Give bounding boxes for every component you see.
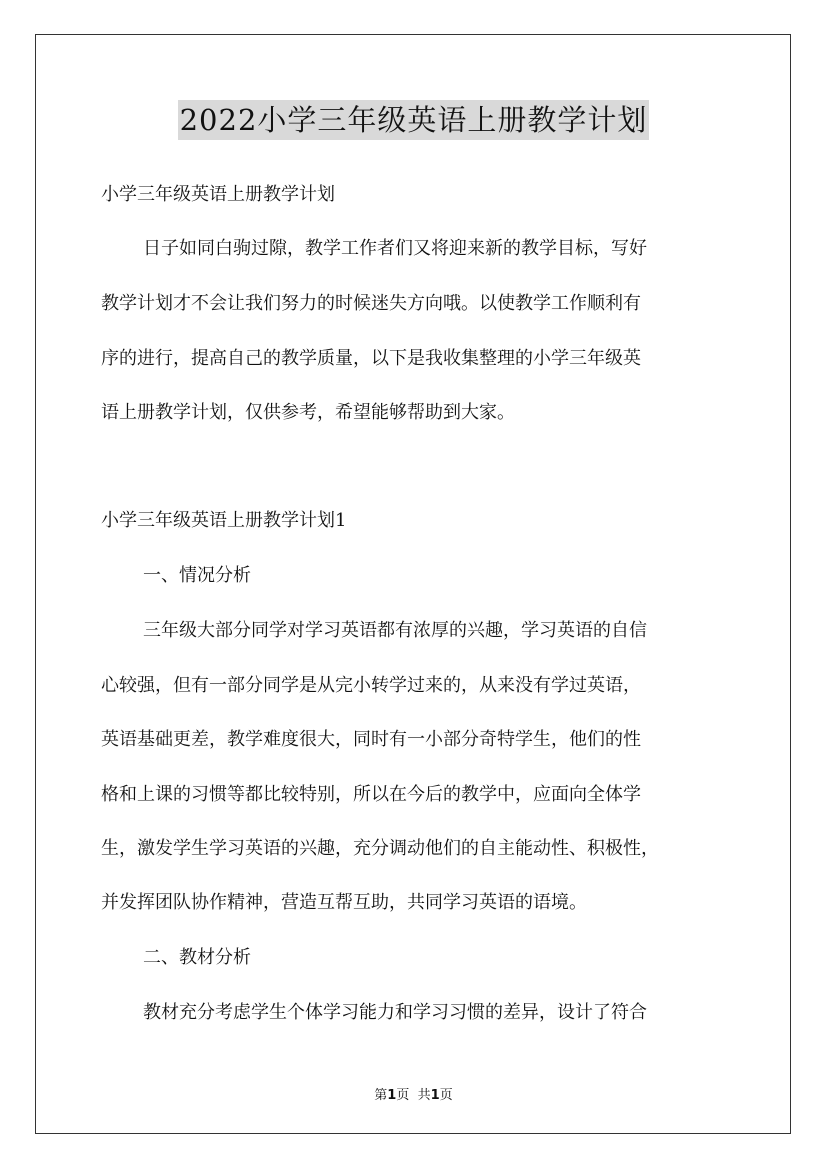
document-title: 2022小学三年级英语上册教学计划 (178, 100, 650, 140)
paragraph-line: 心较强，但有一部分同学是从完小转学过来的，从来没有学过英语， (101, 675, 641, 696)
paragraph-line: 格和上课的习惯等都比较特别，所以在今后的教学中，应面向全体学 (101, 784, 641, 805)
page-number: 1 (387, 1088, 397, 1103)
paragraph-line: 并发挥团队协作精神，营造互帮互助，共同学习英语的语境。 (101, 892, 587, 913)
subtitle: 小学三年级英语上册教学计划 (101, 184, 335, 205)
section-heading: 一、情况分析 (143, 565, 251, 586)
intro-line: 教学计划才不会让我们努力的时候迷失方向哦。以使教学工作顺利有 (101, 293, 641, 314)
total-label-suffix: 页 (439, 1088, 453, 1103)
paragraph-line: 生，激发学生学习英语的兴趣，充分调动他们的自主能动性、积极性， (101, 838, 659, 859)
intro-line: 日子如同白驹过隙，教学工作者们又将迎来新的教学目标，写好 (143, 238, 647, 259)
page-footer (0, 1084, 827, 1103)
total-label-prefix: 共 (417, 1088, 431, 1103)
title-container (0, 100, 827, 140)
paragraph-line: 英语基础更差，教学难度很大，同时有一小部分奇特学生，他们的性 (101, 729, 641, 750)
paragraph-line: 三年级大部分同学对学习英语都有浓厚的兴趣，学习英语的自信 (143, 620, 647, 641)
page-label-suffix: 页 (396, 1088, 410, 1103)
intro-line: 序的进行，提高自己的教学质量，以下是我收集整理的小学三年级英 (101, 348, 641, 369)
page-label-prefix: 第 (374, 1088, 388, 1103)
paragraph-line: 教材充分考虑学生个体学习能力和学习习惯的差异，设计了符合 (143, 1002, 647, 1023)
intro-line: 语上册教学计划，仅供参考，希望能够帮助到大家。 (101, 402, 515, 423)
total-pages: 1 (430, 1088, 440, 1103)
section-heading: 二、教材分析 (143, 947, 251, 968)
section-title: 小学三年级英语上册教学计划1 (101, 510, 347, 531)
